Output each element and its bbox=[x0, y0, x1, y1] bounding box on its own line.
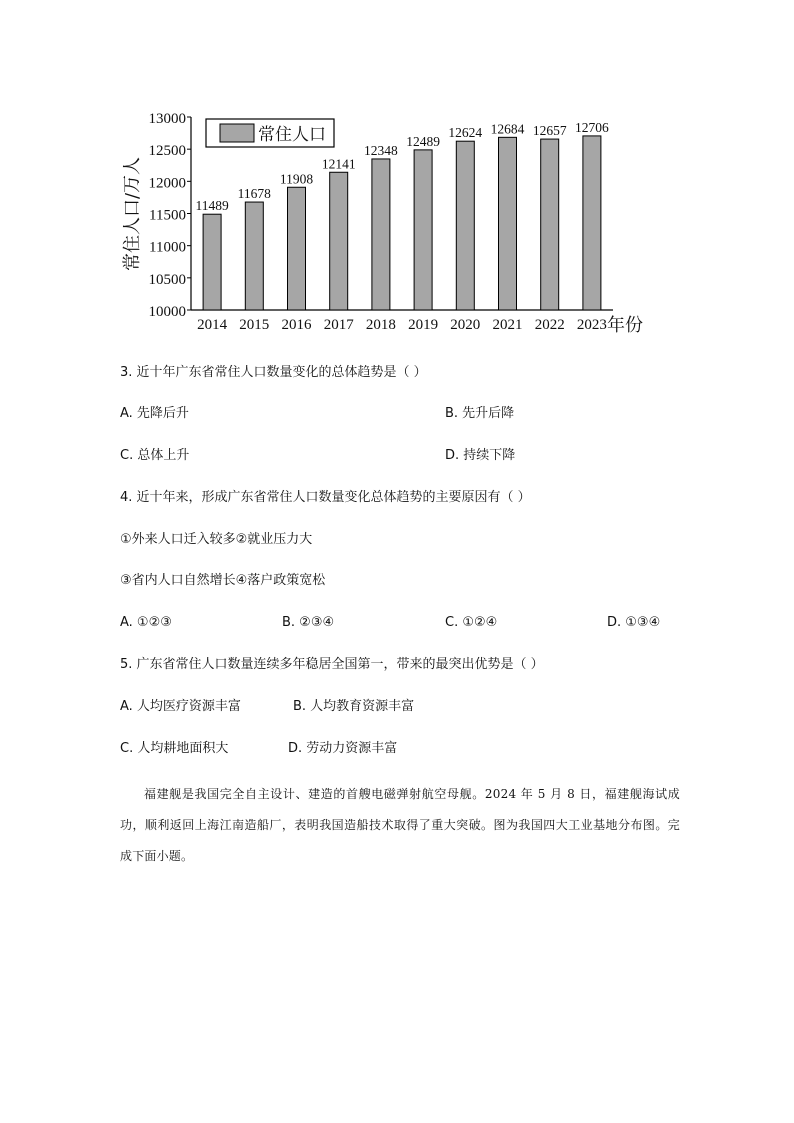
bar-value-label: 12657 bbox=[532, 123, 567, 139]
q3-option-d[interactable]: D. 持续下降 bbox=[445, 448, 516, 463]
bar bbox=[541, 139, 559, 310]
x-tick-label: 2016 bbox=[281, 317, 312, 333]
q3-option-c[interactable]: C. 总体上升 bbox=[120, 448, 190, 463]
q5-option-b[interactable]: B. 人均教育资源丰富 bbox=[293, 699, 415, 714]
bar bbox=[203, 214, 221, 310]
bar-value-label: 12684 bbox=[490, 121, 525, 137]
q5-option-c[interactable]: C. 人均耕地面积大 bbox=[120, 741, 229, 756]
question-3-stem: 3. 近十年广东省常住人口数量变化的总体趋势是（ ） bbox=[120, 365, 427, 380]
bar bbox=[372, 159, 390, 310]
bar-value-label: 12706 bbox=[575, 119, 609, 135]
question-5-stem: 5. 广东省常住人口数量连续多年稳居全国第一，带来的最突出优势是（ ） bbox=[120, 657, 544, 672]
x-axis-label: 年份 bbox=[607, 315, 643, 336]
bar bbox=[245, 202, 263, 310]
y-tick-label: 12500 bbox=[148, 143, 186, 160]
chart-y-ticks bbox=[149, 111, 192, 320]
q3-option-a[interactable]: A. 先降后升 bbox=[120, 406, 189, 421]
bar bbox=[499, 137, 517, 310]
bar bbox=[456, 141, 474, 310]
x-tick-label: 2020 bbox=[450, 317, 481, 333]
x-tick-label: 2022 bbox=[534, 317, 565, 333]
q4-option-a[interactable]: A. ①②③ bbox=[120, 615, 172, 630]
bar bbox=[583, 136, 601, 310]
reading-passage: 福建舰是我国完全自主设计、建造的首艘电磁弹射航空母舰。2024 年 5 月 8 日，福建舰海试成功，顺利返回上海江南造船厂，表明我国造船技术取得了重大突破。图为我国四大工业基地分布图。完成下面小题。 bbox=[120, 787, 680, 863]
q4-option-c[interactable]: C. ①②④ bbox=[445, 615, 498, 630]
x-tick-label: 2023 bbox=[576, 317, 607, 333]
x-tick-label: 2021 bbox=[492, 317, 523, 333]
q4-option-d[interactable]: D. ①③④ bbox=[607, 615, 661, 630]
y-tick-label: 11000 bbox=[149, 239, 186, 256]
x-tick-label: 2015 bbox=[239, 317, 270, 333]
x-tick-label: 2014 bbox=[197, 317, 228, 333]
x-tick-label: 2017 bbox=[323, 317, 354, 333]
bar bbox=[414, 150, 432, 310]
bar-value-label: 11678 bbox=[237, 186, 271, 202]
bar bbox=[330, 172, 348, 310]
q5-option-d[interactable]: D. 劳动力资源丰富 bbox=[288, 741, 398, 756]
q4-option-b[interactable]: B. ②③④ bbox=[282, 615, 335, 630]
chart-x-ticks bbox=[197, 317, 607, 333]
q4-statement-1: ①外来人口迁入较多②就业压力大 bbox=[120, 532, 313, 547]
bar-value-label: 12489 bbox=[406, 133, 440, 149]
bar-value-label: 12348 bbox=[364, 142, 398, 158]
x-tick-label: 2018 bbox=[365, 317, 396, 333]
bar-value-label: 11489 bbox=[195, 198, 229, 214]
bar bbox=[288, 187, 306, 310]
q5-option-a[interactable]: A. 人均医疗资源丰富 bbox=[120, 699, 241, 714]
y-tick-label: 10500 bbox=[148, 271, 186, 288]
q3-option-b[interactable]: B. 先升后降 bbox=[445, 406, 515, 421]
y-tick-label: 11500 bbox=[149, 207, 186, 224]
y-tick-label: 12000 bbox=[148, 175, 186, 192]
legend-swatch bbox=[220, 124, 254, 142]
y-tick-label: 13000 bbox=[148, 111, 186, 127]
bar-value-label: 12141 bbox=[321, 156, 356, 172]
bar-value-label: 11908 bbox=[279, 171, 314, 187]
population-bar-chart bbox=[0, 0, 794, 345]
q4-statement-2: ③省内人口自然增长④落户政策宽松 bbox=[120, 573, 326, 588]
y-axis-label: 常住人口/万人 bbox=[122, 156, 143, 272]
bar-value-label: 12624 bbox=[448, 125, 483, 141]
question-4-stem: 4. 近十年来，形成广东省常住人口数量变化总体趋势的主要原因有（ ） bbox=[120, 490, 531, 505]
x-tick-label: 2019 bbox=[408, 317, 439, 333]
chart-legend bbox=[206, 119, 334, 147]
legend-label: 常住人口 bbox=[258, 125, 326, 145]
y-tick-label: 10000 bbox=[148, 304, 186, 320]
